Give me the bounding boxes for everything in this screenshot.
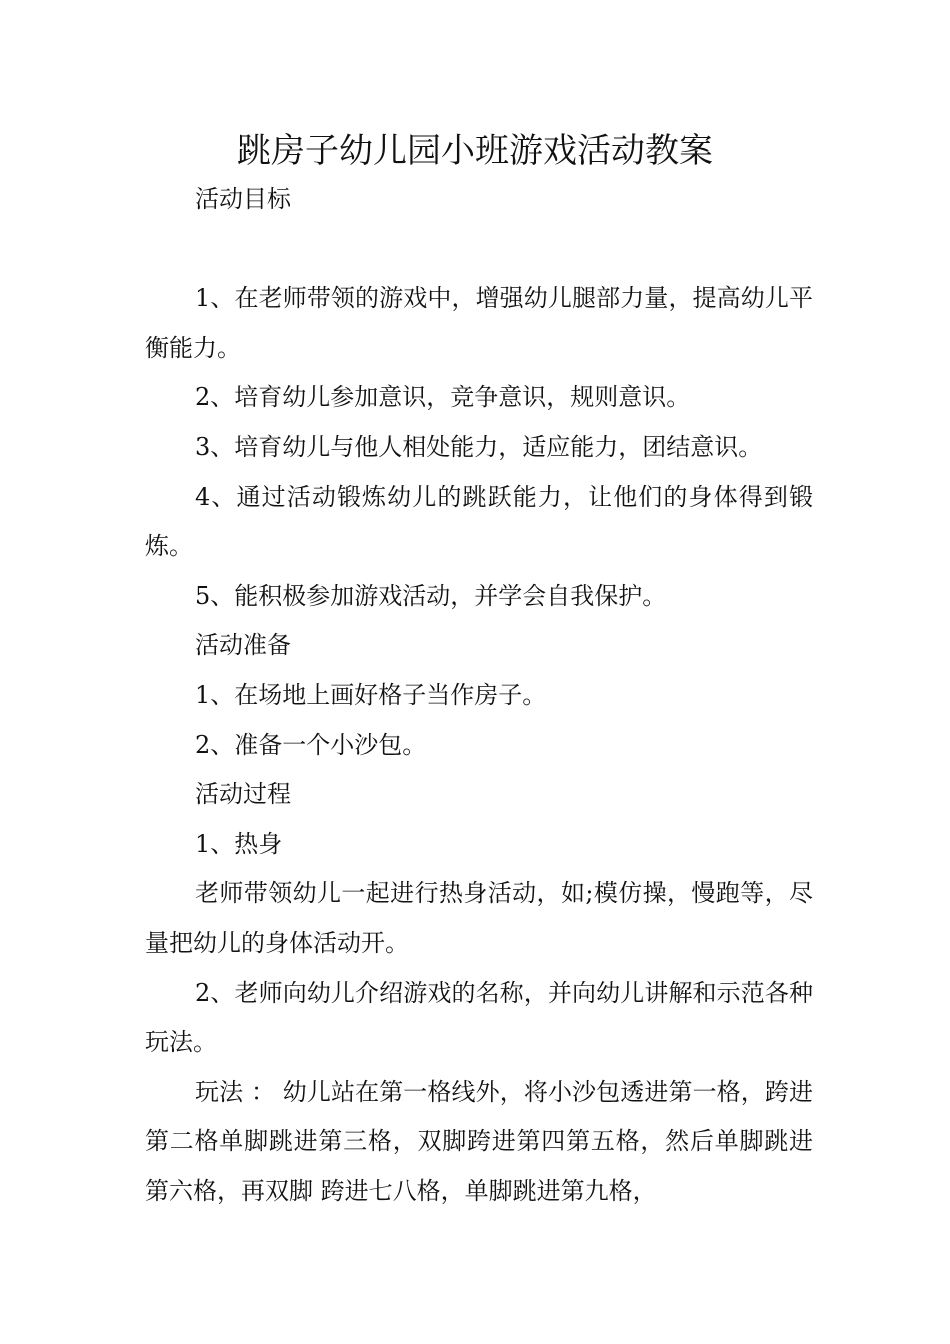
paragraph: 1、在场地上画好格子当作房子。	[195, 680, 547, 709]
paragraph: 1、热身	[195, 829, 283, 858]
paragraph: 2、培育幼儿参加意识，竞争意识，规则意识。	[195, 383, 691, 412]
paragraph: 老师带领幼儿一起进行热身活动，如;模仿操，慢跑等，尽量把幼儿的身体活动开。	[145, 879, 813, 957]
document-title: 跳房子幼儿园小班游戏活动教案	[237, 131, 713, 171]
paragraph: 2、准备一个小沙包。	[195, 730, 427, 759]
paragraph: 玩法 ： 幼儿站在第一格线外，将小沙包透进第一格，跨进第二格单脚跳进第三格，双脚跨进第四第五格，然后单脚跳进第六格，再双脚 跨进七八格，单脚跳进第九格，	[145, 1077, 813, 1205]
section-heading-goals: 活动目标	[195, 185, 291, 213]
paragraph: 2、老师向幼儿介绍游戏的名称，并向幼儿讲解和示范各种玩法。	[145, 978, 813, 1057]
paragraph: 3、培育幼儿与他人相处能力，适应能力，团结意识。	[195, 432, 763, 461]
section-heading-process: 活动过程	[195, 780, 291, 809]
section-heading-preparation: 活动准备	[195, 631, 291, 660]
paragraph: 4、通过活动锻炼幼儿的跳跃能力，让他们的身体得到锻炼。	[145, 482, 813, 561]
document-body	[145, 175, 813, 1216]
paragraph: 5、能积极参加游戏活动，并学会自我保护。	[195, 581, 667, 610]
paragraph: 1、在老师带领的游戏中，增强幼儿腿部力量，提高幼儿平衡能力。	[145, 284, 813, 362]
blank-line	[145, 225, 813, 275]
